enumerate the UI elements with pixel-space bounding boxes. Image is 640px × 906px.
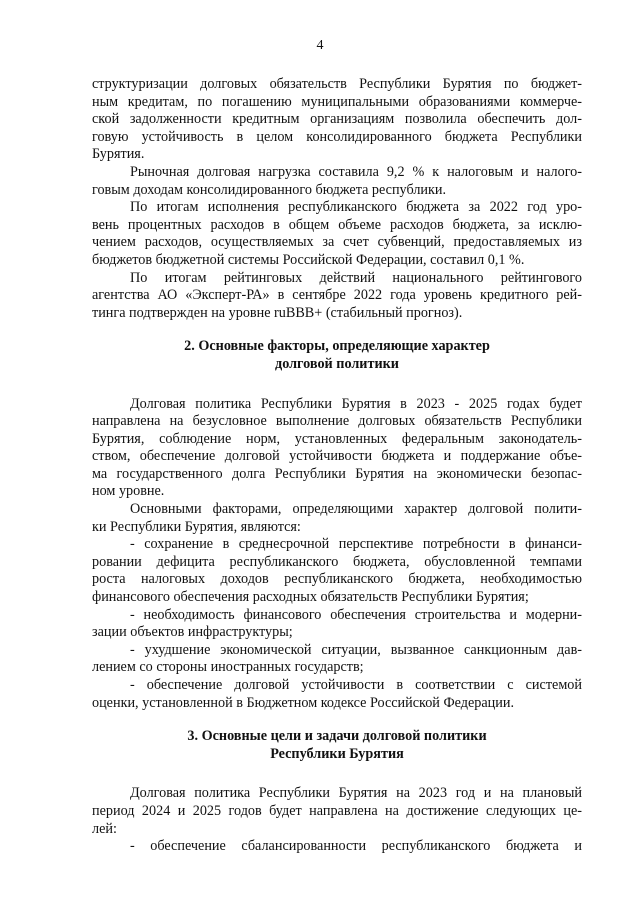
heading-line: Республики Бурятия [270,745,404,762]
text-line: ном уровне. [92,483,165,500]
text-line: - обеспечение сбалансированности республиканского бюджета и [130,838,582,855]
heading-line: долговой политики [275,355,399,372]
list-item [92,677,582,712]
text-line: вень процентных расходов в общем объеме расходов бюджета, за исклю- [92,216,582,233]
text-line: период 2024 и 2025 годов будет направлена на достижение следующих це- [92,802,582,819]
list-item [92,642,582,677]
paragraph [92,785,582,838]
text-line: направлена на безусловное выполнение долговых обязательств Республики [92,413,582,430]
text-line: - необходимость финансового обеспечения строительства и модерни- [130,606,582,623]
text-line: лением со стороны иностранных государств; [92,659,364,676]
text-line: ской задолженности кредитным организациям позволила обеспечить дол- [92,111,582,128]
page-number: 4 [316,38,324,53]
text-line: роста налоговых доходов республиканского бюджета, необходимостью [92,571,582,588]
text-line: ством, обеспечение долговой устойчивости бюджета и поддержание объе- [92,448,582,465]
text-line: финансового обеспечения расходных обязательств Республики Бурятия; [92,589,529,606]
text-line: ки Республики Бурятия, являются: [92,518,301,535]
paragraph [92,396,582,502]
list-item [92,838,582,856]
text-line: тинга подтвержден на уровне ruBBB+ (стабильный прогноз). [92,304,463,321]
text-line: зации объектов инфраструктуры; [92,624,293,641]
paragraph [92,270,582,323]
text-line: чением расходов, осуществляемых за счет субвенций, предоставляемых из [92,234,582,251]
text-line: структуризации долговых обязательств Республики Бурятия по бюджет- [92,76,582,92]
paragraph [92,501,582,536]
text-line: оценки, установленной в Бюджетном кодексе Российской Федерации. [92,694,514,711]
text-line: бюджетов бюджетной системы Российской Федерации, составил 0,1 %. [92,251,525,268]
section-heading [92,338,582,373]
paragraph [92,164,582,199]
text-line: Бурятия, соблюдение норм, установленных федеральным законодатель- [92,430,582,447]
text-line: Рыночная долговая нагрузка составила 9,2 % к налоговым и налого- [130,163,582,180]
list-item [92,607,582,642]
text-line: ровании дефицита республиканского бюджета, обусловленной темпами [92,553,582,570]
text-line: По итогам исполнения республиканского бюджета за 2022 год уро- [130,199,582,216]
text-line: говую устойчивость в целом консолидированного бюджета Республики [92,128,582,145]
text-line: - сохранение в среднесрочной перспективе потребности в финанси- [130,536,582,553]
text-line: агентства АО «Эксперт-РА» в сентябре 2022 года уровень кредитного рей- [92,287,582,304]
text-line: - обеспечение долговой устойчивости в соответствии с системой [130,677,582,693]
text-line: - ухудшение экономической ситуации, вызванное санкционным дав- [130,641,582,658]
text-line: говым доходам консолидированного бюджета республики. [92,181,447,198]
text-line: ма государственного долга Республики Бурятия на экономически безопас- [92,465,582,482]
text-line: Долговая политика Республики Бурятия на 2023 год и на плановый [130,785,582,802]
text-line: ным кредитам, по погашению муниципальными образованиями коммерче- [92,93,582,110]
paragraph [92,76,582,164]
list-item [92,536,582,606]
text-line: Бурятия. [92,146,145,163]
paragraph [92,199,582,269]
section-heading [92,728,582,763]
document-body [92,76,582,856]
text-line: Основными факторами, определяющими характер долговой полити- [130,501,582,518]
text-line: По итогам рейтинговых действий национального рейтингового [130,269,582,286]
text-line: лей: [92,820,117,837]
text-line: Долговая политика Республики Бурятия в 2023 - 2025 годах будет [130,395,582,412]
heading-line: 3. Основные цели и задачи долговой политики [187,728,487,745]
heading-line: 2. Основные факторы, определяющие характер [184,338,490,355]
